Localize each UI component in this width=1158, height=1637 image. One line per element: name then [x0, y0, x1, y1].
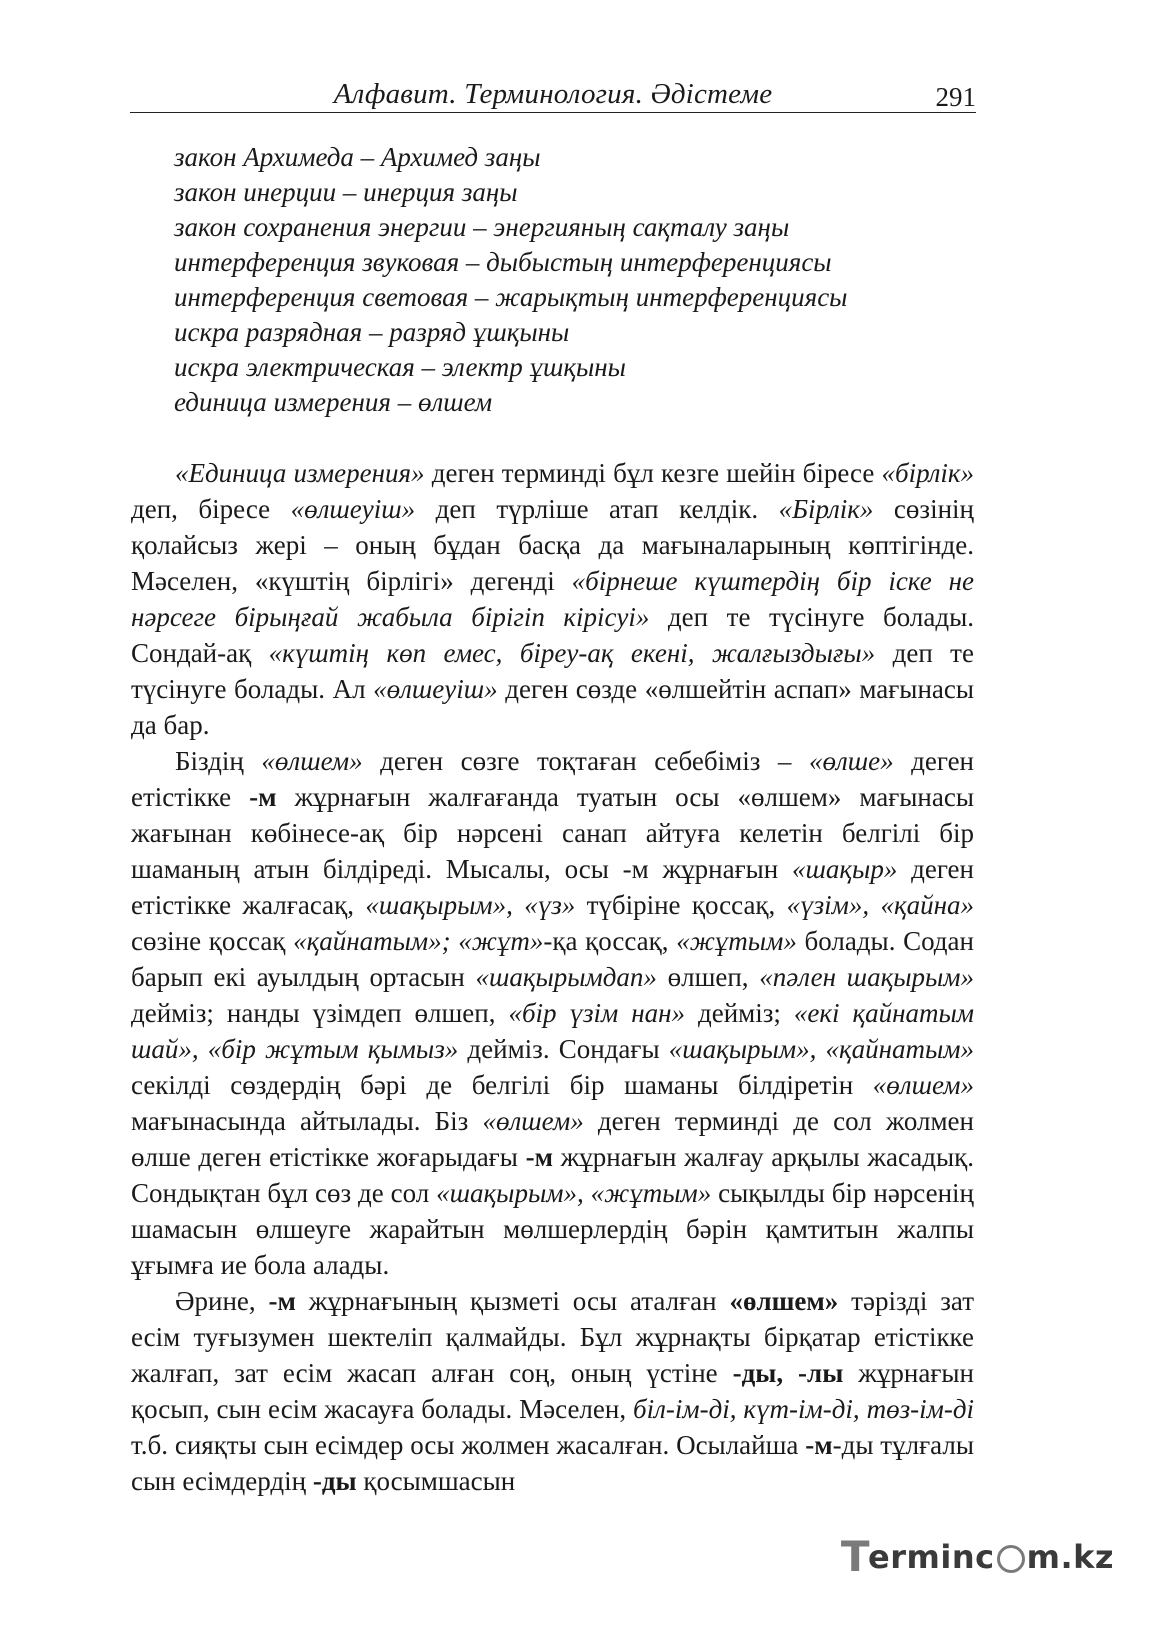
italic-run: «екі қайнатым шай», «бір жұтым қымыз» [131, 998, 974, 1064]
italic-run: «өлшем» [261, 746, 363, 776]
text-run: жұрнағын жалғағанда туатын осы «өлшем» мағынасы жағынан көбінесе-ақ бір нәрсені санап айтуға келетін белгілі бір шаманың атын білдіреді. Мысалы, осы -м жұрнағын [131, 782, 974, 884]
text-run: -қа қоссақ, [543, 926, 677, 956]
bold-run: -ды, -лы [732, 1358, 844, 1388]
text-run: дейміз. Сондағы [458, 1034, 669, 1064]
italic-run: «өлшеуіш» [290, 494, 416, 524]
text-run: -ды тұлғалы сын есімдердің [131, 1430, 974, 1496]
text-run: Біздің [175, 746, 262, 776]
term-item: интерференция световая – жарықтың интерференциясы [174, 282, 848, 312]
term-item: интерференция звуковая – дыбыстың интерференциясы [174, 247, 832, 277]
italic-run: біл-ім-ді, күт-ім-ді, төз-ім-ді [633, 1394, 975, 1424]
watermark-letter: T [840, 1532, 871, 1581]
italic-run: «жұтым» [676, 926, 797, 956]
text-run: мағынасында айтылады. Біз [131, 1106, 483, 1136]
text-run: тәрізді зат есім туғызумен шектеліп қалмайды. Бұл жұрнақты бірқатар етістікке жалғап, зат есім жасап алған соң, оның үстіне [131, 1286, 975, 1388]
term-item: закон сохранения энергии – энергияның сақталу заңы [174, 212, 790, 242]
header-title: Алфавит. Терминология. Әдістеме [333, 78, 773, 110]
text-run: Әрине, [175, 1286, 269, 1316]
text-run: деп түрліше атап келдік. [415, 494, 779, 524]
bold-run: -м [805, 1430, 833, 1460]
italic-run: «бір үзім нан» [508, 998, 686, 1028]
text-run: деген етістікке жалғасақ, [131, 854, 974, 920]
body-text [131, 455, 974, 1499]
text-run: жұрнағын қосып, сын есім жасауға болады. Мәселен, [131, 1358, 974, 1424]
text-run: секілді сөздердің бәрі де белгілі бір шаманы білдіретін [131, 1070, 873, 1100]
text-run: деп те түсінуге болады. Сондай-ақ [131, 602, 974, 668]
italic-run: «өлшем» [872, 1070, 974, 1100]
text-run: жұрнағын жалғау арқылы жасадық. Сондықтан бұл сөз де сол [131, 1142, 975, 1208]
term-list [174, 140, 974, 420]
italic-run: «үзім», «қайна» [786, 890, 974, 920]
bold-run: -ды [312, 1466, 357, 1496]
term-item: закон инерции – инерция заңы [174, 177, 518, 207]
text-run: жұрнағының қызметі осы аталған [295, 1286, 730, 1316]
italic-run: «шақырым», «жұтым» [436, 1178, 712, 1208]
italic-run: «өлшеуіш» [373, 674, 498, 704]
term-item: искра электрическая – электр ұшқыны [174, 352, 626, 382]
text-run: сықылды бір нәрсенің шамасын өлшеуге жарайтын мөлшерлердің бәрін қамтитын жалпы ұғымға ие бола алады. [131, 1178, 974, 1280]
text-run: өлшеп, [656, 962, 760, 992]
italic-run: «өлше» [808, 746, 894, 776]
term-item: искра разрядная – разряд ұшқыны [174, 317, 570, 347]
site-watermark [841, 1532, 1114, 1581]
bold-run: «өлшем» [729, 1286, 839, 1316]
italic-run: «шақырым», «қайнатым» [668, 1034, 974, 1064]
text-run: болады. Содан барып екі ауылдың ортасын [131, 926, 974, 992]
running-header [130, 76, 976, 113]
term-item: закон Архимеда – Архимед заңы [174, 142, 541, 172]
watermark-domain: m.kz [1026, 1537, 1114, 1576]
bold-run: -м [268, 1286, 296, 1316]
text-run: деген сөзде «өлшейтін аспап» мағынасы да бар. [131, 674, 974, 740]
bold-run: -м [249, 782, 277, 812]
text-run: сөзінің қолайсыз жері – оның бұдан басқа да мағыналарының көптігінде. Мәселен, «күштің бірлігі» дегенді [131, 494, 974, 596]
text-run: дейміз; [685, 998, 794, 1028]
text-run: сөзіне қоссақ [131, 926, 294, 956]
italic-run: «шақыр» [792, 854, 898, 884]
bold-run: -м [525, 1142, 553, 1172]
text-run: деген терминді де сол жолмен өлше деген етістікке жоғарыдағы [131, 1106, 974, 1172]
italic-run: «өлшем» [482, 1106, 584, 1136]
italic-run: «шақырымдап» [475, 962, 657, 992]
text-run: деген терминді бұл кезге шейін біресе [424, 458, 882, 488]
text-run: деген сөзге тоқтаған себебіміз – [362, 746, 809, 776]
paragraph [131, 743, 974, 1283]
text-run: дейміз; нанды үзімдеп өлшеп, [131, 998, 509, 1028]
italic-run: «шақырым», «үз» [365, 890, 576, 920]
paragraph [131, 1283, 974, 1499]
italic-run: «бірлік» [881, 458, 974, 488]
text-run: түбіріне қоссақ, [575, 890, 787, 920]
page-number: 291 [935, 82, 976, 112]
term-item: единица измерения – өлшем [174, 387, 493, 417]
circle-logo-icon [997, 1545, 1025, 1573]
text-run: т.б. сияқты сын есімдер осы жолмен жасалған. Осылайша [131, 1430, 806, 1460]
text-run: қосымшасын [356, 1466, 516, 1496]
italic-run: «Бірлік» [778, 494, 874, 524]
text-run: деп те түсінуге болады. Ал [131, 638, 974, 704]
paragraph [131, 455, 974, 743]
text-run: деп, біресе [131, 494, 291, 524]
watermark-text: erminc [868, 1537, 995, 1576]
italic-run: «қайнатым»; «жұт» [293, 926, 544, 956]
italic-run: «күштің көп емес, біреу-ақ екені, жалғыздығы» [268, 638, 876, 668]
text-run: деген етістікке [131, 746, 975, 812]
italic-run: «Единица измерения» [175, 458, 425, 488]
italic-run: «пәлен шақырым» [759, 962, 975, 992]
italic-run: «бірнеше күштердің бір іске не нәрсеге бірыңғай жабыла бірігіп кірісуі» [131, 566, 974, 632]
